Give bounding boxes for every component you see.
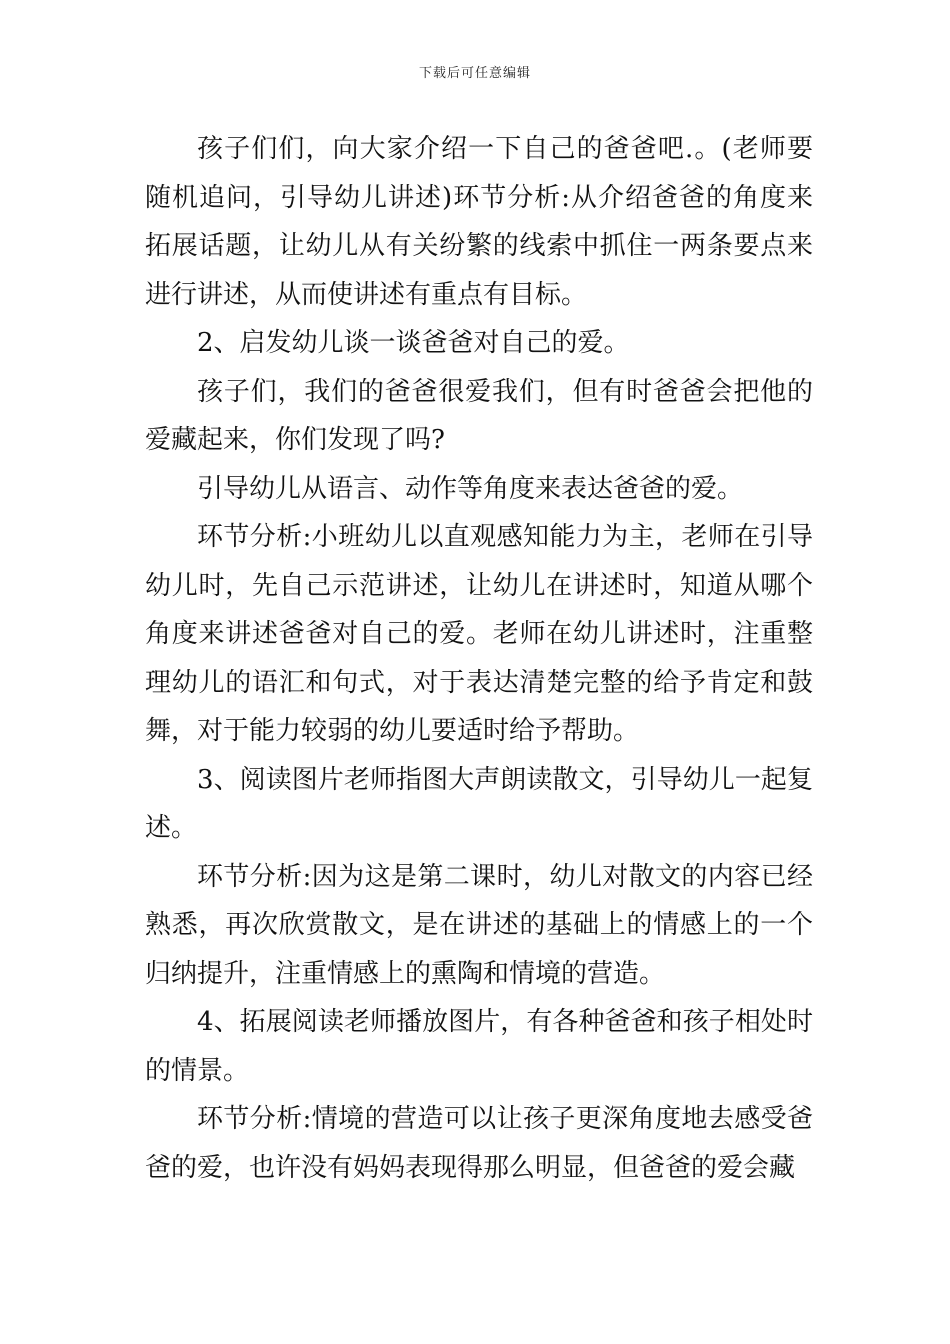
- header-note: 下载后可任意编辑: [418, 66, 531, 81]
- paragraph-dad-love-question: 孩子们，我们的爸爸很爱我们，但有时爸爸会把他的爱藏起来，你们发现了吗?: [145, 376, 813, 455]
- paragraph-step-3: 3、阅读图片老师指图大声朗读散文，引导幼儿一起复述。: [145, 764, 813, 843]
- paragraph-guide-expression: 引导幼儿从语言、动作等角度来表达爸爸的爱。: [197, 473, 744, 504]
- paragraph-intro-dad: 孩子们们，向大家介绍一下自己的爸爸吧.。(老师要随机追问，引导幼儿讲述)环节分析:从介绍爸爸的角度来拓展话题，让幼儿从有关纷繁的线索中抓住一两条要点来进行讲述，从而使讲述有重点有目标。: [145, 134, 813, 310]
- paragraph-analysis-3: 环节分析:因为这是第二课时，幼儿对散文的内容已经熟悉，再次欣赏散文，是在讲述的基础上的情感上的一个归纳提升，注重情感上的熏陶和情境的营造。: [145, 861, 813, 989]
- paragraph-analysis-2: 环节分析:小班幼儿以直观感知能力为主，老师在引导幼儿时，先自己示范讲述，让幼儿在讲述时，知道从哪个角度来讲述爸爸对自己的爱。老师在幼儿讲述时，注重整理幼儿的语汇和句式，对于表达清楚完整的给予肯定和鼓舞，对于能力较弱的幼儿要适时给予帮助。: [145, 522, 813, 746]
- paragraph-analysis-4: 环节分析:情境的营造可以让孩子更深角度地去感受爸爸的爱，也许没有妈妈表现得那么明显，但爸爸的爱会藏: [145, 1104, 813, 1183]
- paragraph-step-2: 2、启发幼儿谈一谈爸爸对自己的爱。: [197, 328, 630, 358]
- paragraph-step-4: 4、拓展阅读老师播放图片，有各种爸爸和孩子相处时的情景。: [145, 1007, 813, 1086]
- document-body: [145, 125, 813, 1192]
